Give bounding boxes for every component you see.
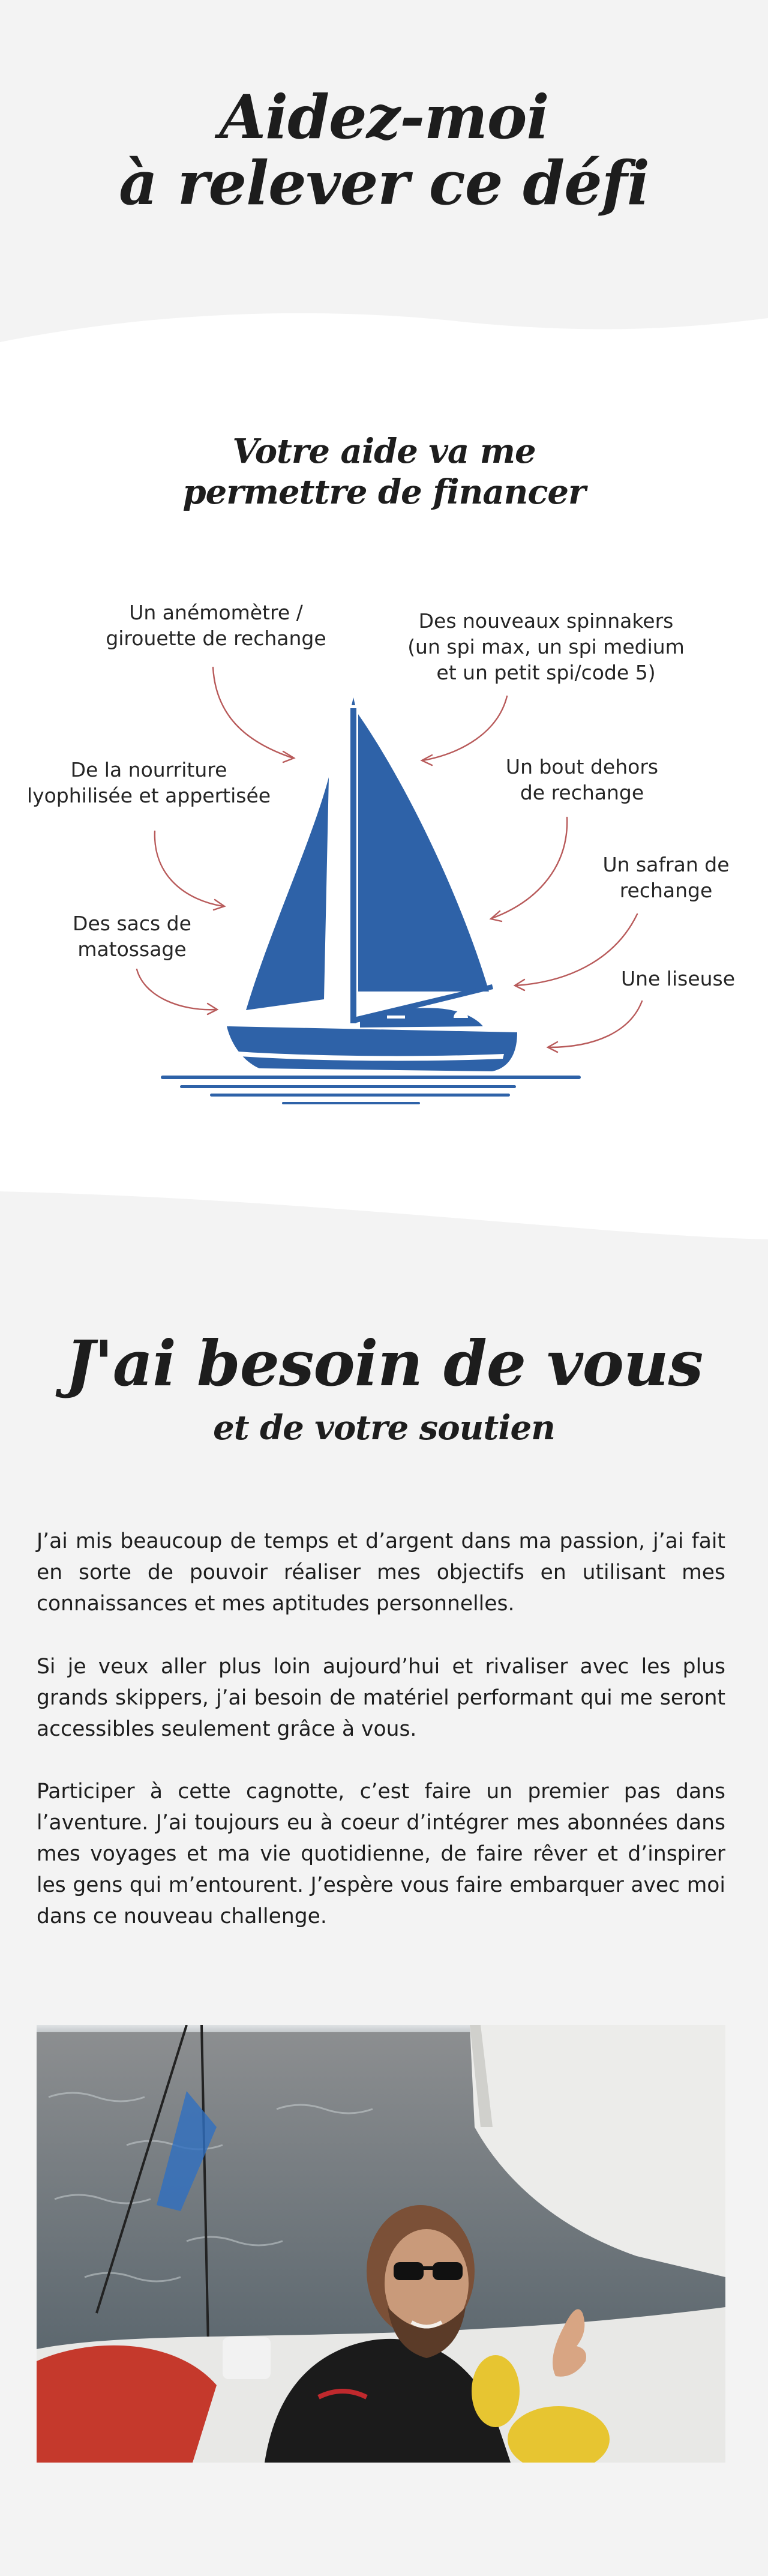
arrow-rudder (516, 914, 637, 986)
arrow-spinnakers (423, 696, 507, 760)
arrow-food (155, 831, 223, 906)
head-sail (246, 777, 329, 1010)
main-sail (358, 714, 489, 992)
hero-title-line-1: Aidez-moi (219, 82, 549, 152)
support-subtitle: et de votre soutien (213, 1408, 555, 1448)
support-paragraph-3: Participer à cette cagnotte, c’est faire un premier pas dans l’aventure. J’ai toujours eu à coeur d’intégrer mes abonnées dans mes voyages et ma vie quotidienne, de faire rêver et d’inspirer les gens qui m’entourent. J’espère vous faire embarquer avec moi dans ce nouveau challenge. (37, 1780, 725, 1928)
funding-heading (0, 431, 768, 513)
support-paragraph-2: Si je veux aller plus loin aujourd’hui et rivaliser avec les plus grands skippers, j’ai besoin de matériel performant qui me seront accessibles seulement grâce à vous. (37, 1655, 725, 1741)
hero-title-line-2: à relever ce défi (119, 148, 649, 218)
support-title: J'ai besoin de vous (65, 1326, 703, 1400)
skipper-photo (37, 2025, 725, 2463)
item-bowsprit: Un bout dehors de rechange (505, 755, 659, 804)
arrow-ereader (549, 1001, 642, 1047)
support-paragraph-1: J’ai mis beaucoup de temps et d’argent dans ma passion, j’ai fait en sorte de pouvoir réaliser mes objectifs en utilisant mes connaissances et mes aptitudes personnelles. (37, 1529, 725, 1616)
item-rudder: Un safran de rechange (602, 853, 730, 902)
funding-heading-line-1: Votre aide va me (232, 432, 536, 471)
hull (227, 1026, 517, 1071)
item-spinnakers: Des nouveaux spinnakers (un spi max, un spi medium et un petit spi/code 5) (407, 609, 685, 684)
item-food: De la nourriture lyophilisée et appertisée (26, 758, 271, 807)
arrow-bags (137, 969, 216, 1010)
sailboat-illustration (0, 648, 768, 1116)
item-anemometer: Un anémomètre / girouette de rechange (106, 601, 326, 650)
funding-heading-line-2: permettre de financer (182, 472, 586, 512)
hero-title (0, 84, 768, 216)
item-bags: Des sacs de matossage (73, 912, 191, 961)
arrow-bags-head (208, 1004, 217, 1014)
arrow-anemometer (213, 667, 293, 758)
item-ereader: Une liseuse (620, 967, 736, 990)
arrow-bowsprit (492, 817, 567, 918)
